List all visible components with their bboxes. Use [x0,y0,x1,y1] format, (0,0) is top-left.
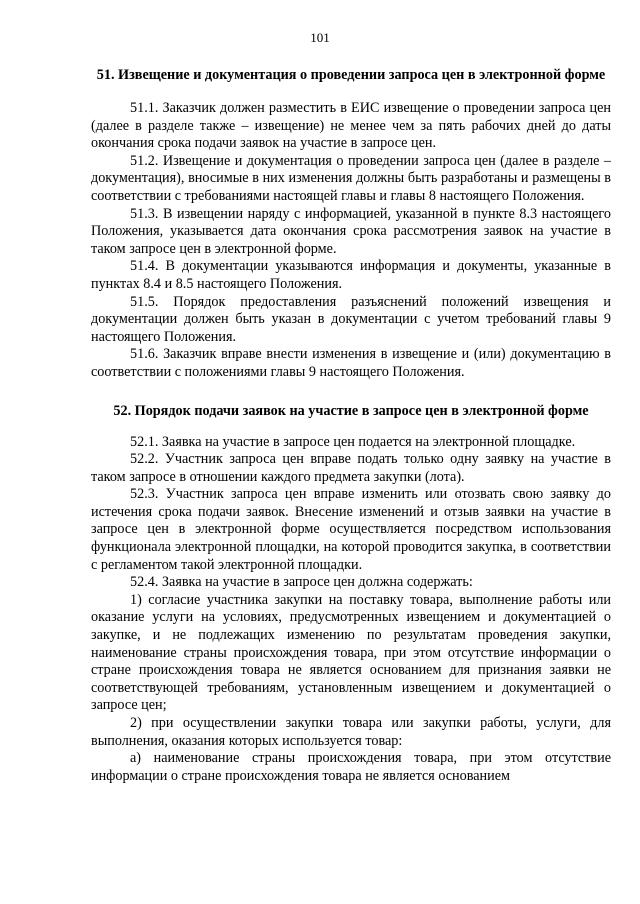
paragraph: 51.6. Заказчик вправе внести изменения в извещение и (или) документацию в соответствии с положениями главы 9 настоящего Положения. [91,346,611,380]
section-title: 52. Порядок подачи заявок на участие в запросе цен в электронной форме [113,402,589,419]
paragraph: 51.2. Извещение и документация о проведении запроса цен (далее в разделе – документация), вносимые в них изменения должны быть разработаны и размещены в соответствии с требованиями настоящей главы и главы 8 настоящего Положения. [91,152,611,204]
paragraph: 52.1. Заявка на участие в запросе цен подается на электронной площадке. [130,433,576,450]
list-item: а) наименование страны происхождения товара, при этом отсутствие информации о стране происхождения товара не является основанием [91,750,611,784]
paragraph: 52.4. Заявка на участие в запросе цен должна содержать: [130,574,473,591]
paragraph: 51.3. В извещении наряду с информацией, указанной в пункте 8.3 настоящего Положения, указывается дата окончания срока рассмотрения заявок на участие в таком запросе цен в электронной форме. [91,205,611,257]
paragraph: 52.2. Участник запроса цен вправе подать только одну заявку на участие в таком запросе в отношении каждого предмета закупки (лота). [91,451,611,485]
paragraph: 51.5. Порядок предоставления разъяснений положений извещения и документации должен быть указан в документации с учетом требований главы 9 настоящего Положения. [91,293,611,345]
section-title: 51. Извещение и документация о проведении запроса цен в электронной форме [96,67,606,83]
list-item: 2) при осуществлении закупки товара или закупки работы, услуги, для выполнения, оказания которых используется товар: [91,715,611,749]
list-item: 1) согласие участника закупки на поставку товара, выполнение работы или оказание услуги на условиях, предусмотренных извещением и документацией о закупке, и не подлежащих изменению по результатам проведения закупки, наименование страны происхождения товара, при этом отсутствие информации о стране происхождения товара не является основанием для признания заявки не соответствующей требованиям, установленным извещением и документацией о запросе цен; [91,591,611,714]
paragraph: 51.4. В документации указываются информация и документы, указанные в пунктах 8.4 и 8.5 настоящего Положения. [91,258,611,292]
document-body [91,66,611,785]
page-number: 101 [310,30,330,45]
paragraph: 52.3. Участник запроса цен вправе изменить или отозвать свою заявку до истечения срока подачи заявок. Внесение изменений и отзыв заявки на участие в запросе цен в электронной форме осуществляется посредством использования функционала электронной площадки, на которой проводится закупка, в соответствии с регламентом такой электронной площадки. [91,486,611,573]
paragraph: 51.1. Заказчик должен разместить в ЕИС извещение о проведении запроса цен (далее в разделе также – извещение) не менее чем за пять рабочих дней до даты окончания срока подачи заявок на участие в запросе цен. [91,100,611,152]
